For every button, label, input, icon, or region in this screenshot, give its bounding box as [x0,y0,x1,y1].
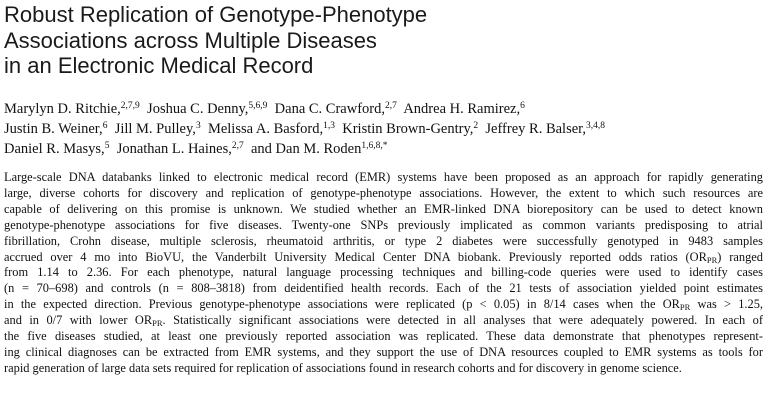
subscript-pr: PR [679,302,691,313]
abstract-line: from 1.14 to 2.36. For each phenotype, natural language processing techniques and billing-code queries were used to identify cases [4,265,763,280]
author-line-2 [4,119,764,139]
abstract-text: in the expected direction. Previous genotype-phenotype associations were replicated (p < 0.05) in 8/14 cases when the OR [4,297,680,312]
title-line-3: in an Electronic Medical Record [4,53,314,78]
author-prefix: and [250,141,276,157]
abstract-line [4,297,763,313]
author-affiliation: 5,6,9 [248,101,268,111]
title-line-2: Associations across Multiple Diseases [4,27,377,53]
author-affiliation: 3,4,8 [586,121,606,131]
author-name: Dana C. Crawford, [274,101,385,117]
abstract-line: capable of delivering on this promise is unknown. We studied whether an EMR-linked DNA biorepository can be used to detect known [4,201,763,216]
abstract-line: fibrillation, Crohn disease, multiple sclerosis, rheumatoid arthritis, or type 2 diabetes were successfully genotyped in 9483 samples [4,233,763,248]
author-name: Joshua C. Denny, [147,101,249,117]
abstract-line: ing clinical diagnoses can be extracted from EMR systems, and they support the use of DNA resources coupled to EMR systems as tools for [4,344,763,359]
author-name: Kristin Brown-Gentry, [342,121,474,137]
abstract [4,170,763,377]
author-affiliation: 6 [102,121,108,131]
author-affiliation: 2,7,9 [120,101,140,111]
abstract-line: the five diseases studied, at least one previously reported association was replicated. These data demonstrate that phenotypes represent- [4,329,763,344]
abstract-line: rapid generation of large data sets required for replication of associations found in research cohorts and for discovery in genome science. [4,360,682,375]
abstract-text: . Statistically significant associations were detected in all analyses that were adequately powered. In each of [162,313,763,328]
title-line-1: Robust Replication of Genotype-Phenotype [4,2,428,27]
author-affiliation: 1,6,8,* [361,141,388,151]
author-affiliation: 1,3 [323,121,335,131]
author-affiliation: 6 [520,101,525,111]
abstract-text: was > 1.25, [690,297,763,312]
article-title [4,2,564,79]
abstract-line [4,250,763,266]
author-name: Justin B. Weiner, [4,121,103,137]
author-name: Marylyn D. Ritchie, [4,101,121,117]
author-name: Melissa A. Basford, [207,121,324,137]
author-name: Andrea H. Ramirez, [403,101,521,117]
author-affiliation: 5 [104,141,110,151]
abstract-text: and in 0/7 with lower OR [4,313,153,328]
subscript-pr: PR [152,318,163,329]
author-affiliation: 2 [473,121,479,131]
abstract-line: (n = 70–698) and controls (n = 808–3818) from deidentified health records. Each of the 21 tests of association yielded point estimates [4,281,763,296]
author-name: Jeffrey R. Balser, [485,121,587,137]
abstract-text: ) ranged [717,249,763,264]
subscript-pr: PR [706,254,718,265]
abstract-line: genotype-phenotype associations for five diseases. Twenty-one SNPs previously implicated as common variants predisposing to atrial [4,217,763,232]
abstract-line: Large-scale DNA databanks linked to electronic medical record (EMR) systems have been proposed as an approach for rapidly generating [4,170,763,184]
abstract-line: large, diverse cohorts for discovery and replication of genotype-phenotype associations. However, the extent to which such resources are [4,185,763,200]
abstract-text: accrued over 4 mo into BioVU, the Vanderbilt University Medical Center DNA biobank. Previously reported odds ratios (OR [4,249,707,264]
author-affiliation: 3 [195,121,201,131]
abstract-line [4,313,763,329]
author-affiliation: 2,7 [385,101,397,111]
author-name: Daniel R. Masys, [4,141,105,157]
author-list [4,99,764,159]
author-affiliation: 2,7 [231,141,244,151]
author-name: Jill M. Pulley, [114,121,196,137]
author-name: Dan M. Roden [275,141,362,157]
author-line-1 [4,99,764,119]
author-line-3 [4,139,764,159]
author-name: Jonathan L. Haines, [116,141,232,157]
